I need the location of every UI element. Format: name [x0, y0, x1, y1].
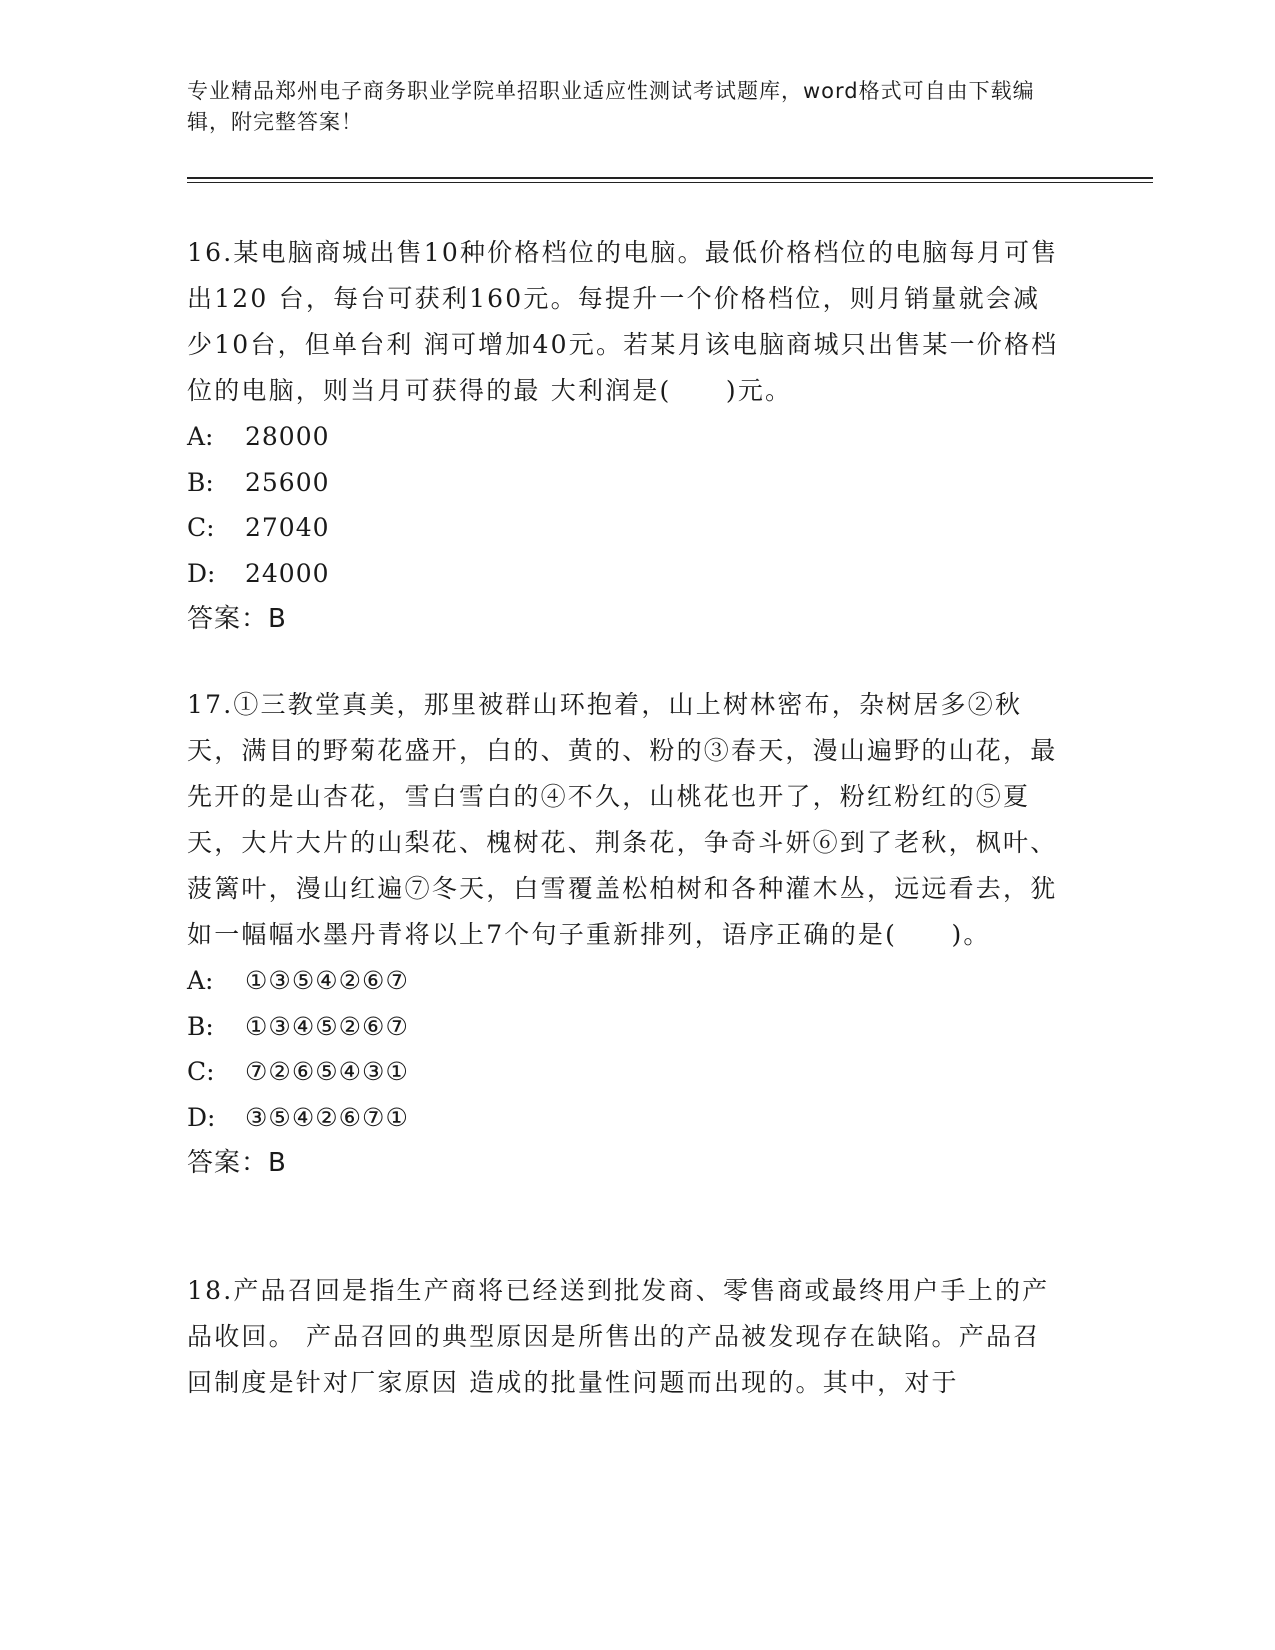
option-d [187, 551, 1067, 597]
question-17 [187, 682, 1067, 1186]
question-16 [187, 230, 1067, 642]
option-text: ①③⑤④②⑥⑦ [245, 966, 409, 995]
option-label: C: [187, 513, 215, 542]
option-label: D: [187, 558, 216, 588]
option-label: C: [187, 1057, 215, 1086]
option-text: ①③④⑤②⑥⑦ [245, 1011, 409, 1041]
option-label: B: [187, 1011, 214, 1041]
option-text: 25600 [245, 467, 330, 497]
option-text: 27040 [245, 513, 330, 542]
option-label: D: [187, 1102, 216, 1132]
question-stem: 16.某电脑商城出售10种价格档位的电脑。最低价格档位的电脑每月可售出120 台，每台可获利160元。每提升一个价格档位，则月销量就会减少10台，但单台利 润可增加40元。若某月该电脑商城只出售某一价格档位的电脑，则当月可获得的最 大利润是( )元。 [187, 238, 1059, 405]
page-header-text: 专业精品郑州电子商务职业学院单招职业适应性测试考试题库，word格式可自由下载编辑，附完整答案！ [187, 79, 1035, 134]
question-stem: 18.产品召回是指生产商将已经送到批发商、零售商或最终用户手上的产品收回。 产品召回的典型原因是所售出的产品被发现存在缺陷。产品召回制度是针对厂家原因 造成的批量性问题而出现的。其中，对于 [187, 1276, 1050, 1397]
option-a [187, 958, 1067, 1004]
option-b [187, 460, 1067, 506]
option-a [187, 414, 1067, 460]
option-text: 28000 [245, 422, 330, 451]
answer-key: 答案：B [187, 604, 287, 634]
option-text: ⑦②⑥⑤④③① [245, 1057, 409, 1086]
question-18 [187, 1268, 1067, 1406]
header-divider-thin [187, 182, 1153, 183]
option-text: ③⑤④②⑥⑦① [245, 1102, 409, 1132]
option-label: A: [187, 966, 214, 995]
option-d [187, 1095, 1067, 1141]
option-c [187, 505, 1067, 551]
option-label: B: [187, 467, 214, 497]
answer-key: 答案：B [187, 1148, 287, 1178]
option-text: 24000 [245, 558, 330, 588]
option-c [187, 1049, 1067, 1095]
header-divider-thick [187, 177, 1153, 179]
option-b [187, 1004, 1067, 1050]
question-stem: 17.①三教堂真美，那里被群山环抱着，山上树林密布，杂树居多②秋天，满目的野菊花盛开，白的、黄的、粉的③春天，漫山遍野的山花，最先开的是山杏花，雪白雪白的④不久，山桃花也开了，粉红粉红的⑤夏天，大片大片的山梨花、槐树花、荆条花，争奇斗妍⑥到了老秋，枫叶、菠篱叶，漫山红遍⑦冬天，白雪覆盖松柏树和各种灌木丛，远远看去，犹如一幅幅水墨丹青将以上7个句子重新排列，语序正确的是( )。 [187, 690, 1058, 949]
option-label: A: [187, 422, 214, 451]
